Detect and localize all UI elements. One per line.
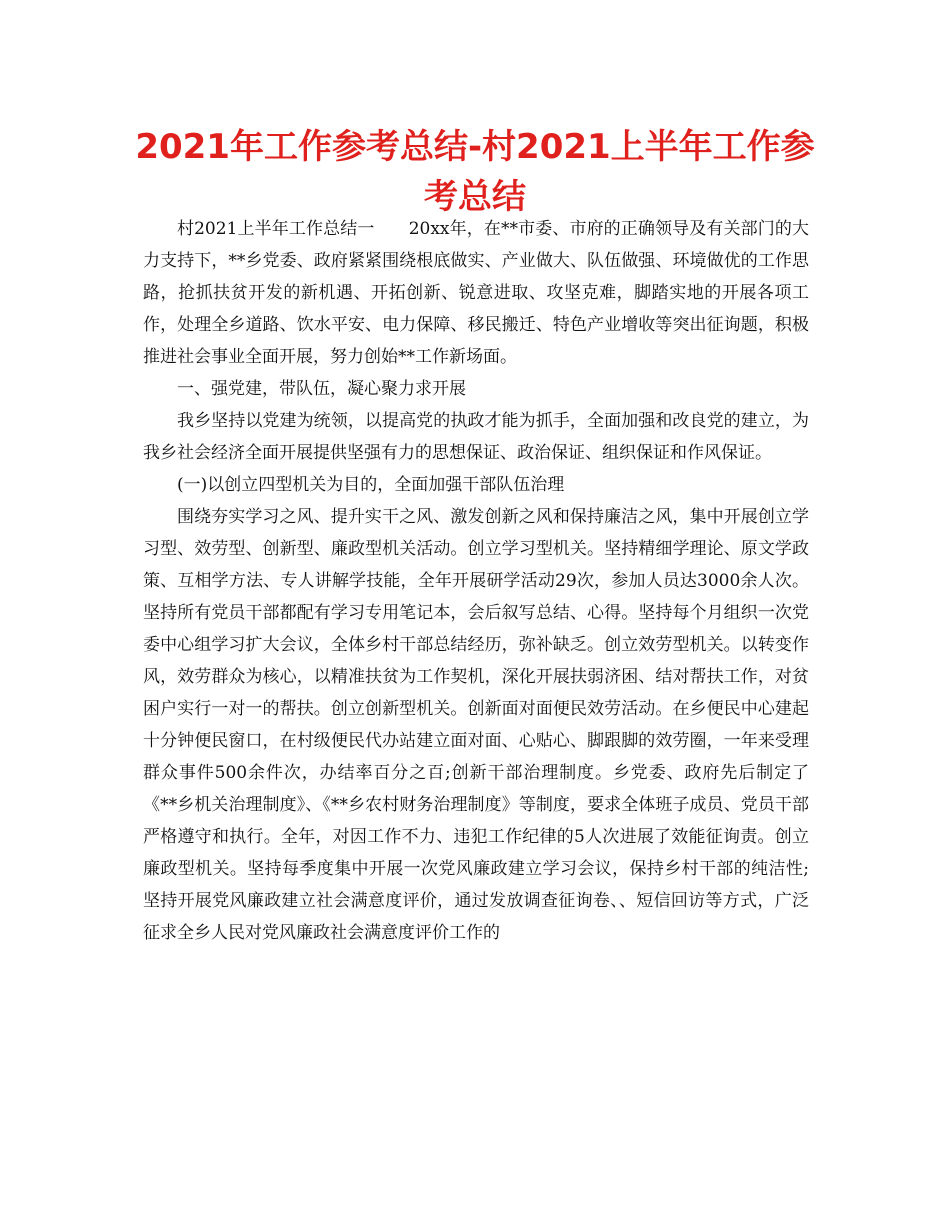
paragraph-four-types: 围绕夯实学习之风、提升实干之风、激发创新之风和保持廉洁之风，集中开展创立学习型、效劳型、创新型、廉政型机关活动。创立学习型机关。坚持精细学理论、原文学政策、互相学方法、专人讲解学技能，全年开展研学活动29次，参加人员达3000余人次。坚持所有党员干部都配有学习专用笔记本，会后叙写总结、心得。坚持每个月组织一次党委中心组学习扩大会议，全体乡村干部总结经历，弥补缺乏。创立效劳型机关。以转变作风，效劳群众为核心，以精准扶贫为工作契机，深化开展扶弱济困、结对帮扶工作，对贫困户实行一对一的帮扶。创立创新型机关。创新面对面便民效劳活动。在乡便民中心建起十分钟便民窗口，在村级便民代办站建立面对面、心贴心、脚跟脚的效劳圈，一年来受理群众事件500余件次，办结率百分之百;创新干部治理制度。乡党委、政府先后制定了《**乡机关治理制度》、《**乡农村财务治理制度》等制度，要求全体班子成员、党员干部严格遵守和执行。全年，对因工作不力、违犯工作纪律的5人次进展了效能征询责。创立廉政型机关。坚持每季度集中开展一次党风廉政建立学习会议，保持乡村干部的纯洁性;坚持开展党风廉政建立社会满意度评价，通过发放调查征询卷、、短信回访等方式，广泛征求全乡人民对党风廉政社会满意度评价工作的 (143, 507, 809, 943)
document-title: 2021年工作参考总结-村2021上半年工作参考总结 (135, 127, 815, 217)
paragraph-party-building: 我乡坚持以党建为统领，以提高党的执政才能为抓手，全面加强和改良党的建立，为我乡社会经济全面开展提供坚强有力的思想保证、政治保证、组织保证和作风保证。 (143, 411, 809, 463)
section-heading-1: 一、强党建，带队伍，凝心聚力求开展 (177, 379, 466, 399)
document-body (143, 213, 809, 949)
paragraph-intro: 村2021上半年工作总结一 20xx年，在**市委、市府的正确领导及有关部门的大力支持下，**乡党委、政府紧紧围绕根底做实、产业做大、队伍做强、环境做优的工作思路，抢抓扶贫开发的新机遇、开拓创新、锐意进取、攻坚克难，脚踏实地的开展各项工作，处理全乡道路、饮水平安、电力保障、移民搬迁、特色产业增收等突出征询题，积极推进社会事业全面开展，努力创始**工作新场面。 (143, 219, 809, 367)
subsection-heading-1: (一)以创立四型机关为目的，全面加强干部队伍治理 (177, 475, 565, 495)
